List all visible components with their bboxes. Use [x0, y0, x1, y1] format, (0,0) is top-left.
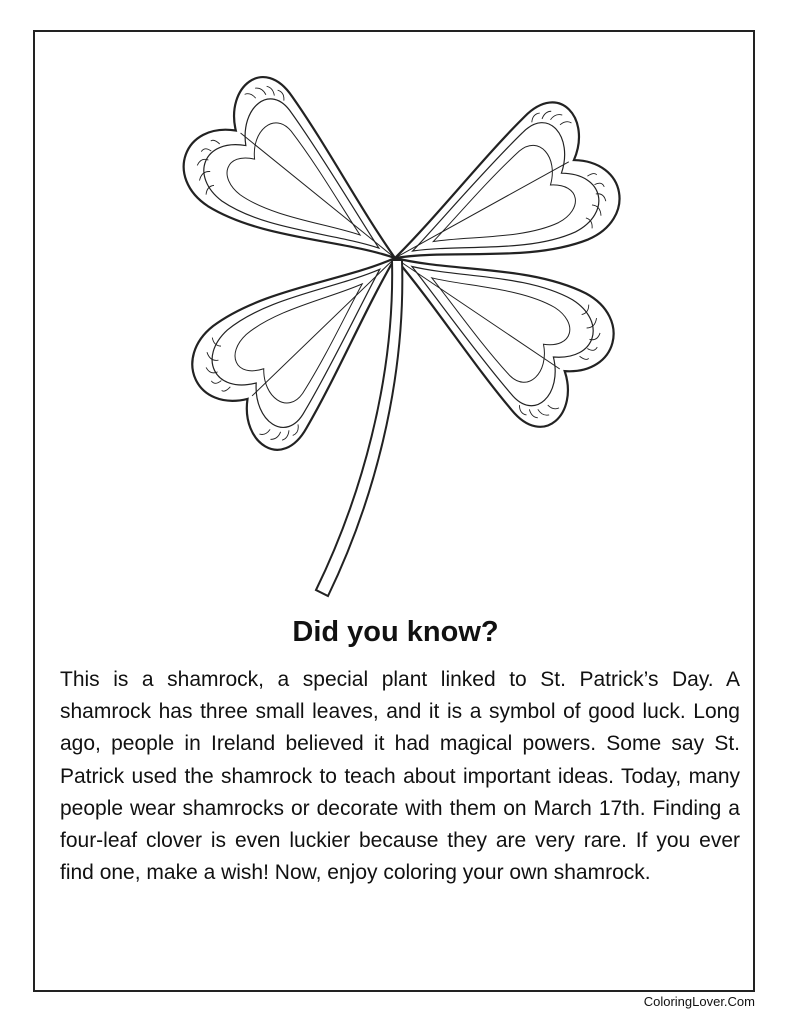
body-paragraph: This is a shamrock, a special plant linked to St. Patrick’s Day. A shamrock has three small leaves, and it is a symbol of good luck. Long ago, people in Ireland believed it had magical powers. Some say St. Patrick used the shamrock to teach about important ideas. Today, many people wear shamrocks or decorate with them on March 17th. Finding a four-leaf clover is even luckier because they are very rare. If you ever find one, make a wish! Now, enjoy coloring your own shamrock. — [60, 668, 740, 885]
footer-credit: ColoringLover.Com — [643, 994, 755, 1009]
page-title: Did you know? — [292, 616, 499, 648]
